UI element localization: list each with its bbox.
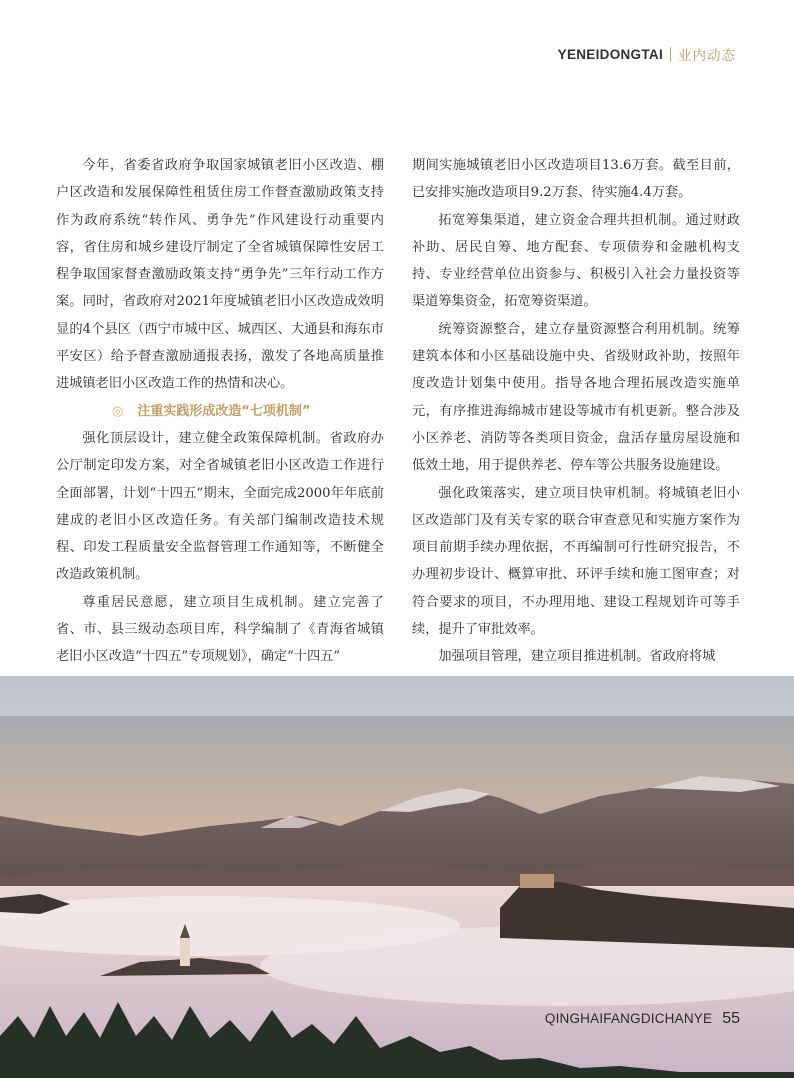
paragraph: 加强项目管理，建立项目推进机制。省政府将城 [438, 649, 716, 665]
page-header [558, 44, 736, 64]
paragraph: 拓宽筹集渠道，建立资金合理共担机制。通过财政补助、居民自筹、地方配套、专项债券和金融机构支持、专业经营单位出资参与、积极引入社会力量投资等渠道筹集资金，拓宽筹资渠道。 [412, 212, 740, 310]
paragraph: 尊重居民意愿，建立项目生成机制。建立完善了省、市、县三级动态项目库，科学编制了《青海省城镇老旧小区改造“十四五”专项规划》，确定“十四五” [56, 594, 384, 665]
header-divider [670, 47, 671, 62]
page-footer [545, 1010, 740, 1028]
paragraph: 统筹资源整合，建立存量资源整合利用机制。统筹建筑本体和小区基础设施中央、省级财政补助，按照年度改造计划集中使用。指导各地合理拓展改造实施单元，有序推进海绵城市建设等城市有机更新。整合涉及小区养老、消防等各类项目资金，盘活存量房屋设施和低效土地，用于提供养老、停车等公共服务设施建设。 [412, 321, 740, 474]
right-column [412, 152, 740, 671]
paragraph-continued: 期间实施城镇老旧小区改造项目13.6万套。截至目前，已安排实施改造项目9.2万套、待实施4.4万套。 [412, 158, 740, 201]
section-title-cn: 业内动态 [678, 48, 736, 63]
subhead-text: 注重实践形成改造“七项机制” [137, 403, 311, 419]
section-subheading [56, 398, 384, 425]
paragraph: 强化顶层设计，建立健全政策保障机制。省政府办公厅制定印发方案，对全省城镇老旧小区改造工作进行全面部署，计划“十四五”期末，全面完成2000年年底前建成的老旧小区改造任务。有关部门编制改造技术规程、印发工程质量安全监督管理工作通知等，不断健全改造政策机制。 [56, 430, 384, 583]
subhead-bullet-icon: ◎ [112, 403, 124, 419]
section-title-en: YENEIDONGTAI [557, 46, 663, 62]
paragraph: 强化政策落实，建立项目快审机制。将城镇老旧小区改造部门及有关专家的联合审查意见和实施方案作为项目前期手续办理依据，不再编制可行性研究报告，不办理初步设计、概算审批、环评手续和施工图审查；对符合要求的项目，不办理用地、建设工程规划许可等手续，提升了审批效率。 [412, 485, 740, 638]
magazine-name: QINGHAIFANGDICHANYE [544, 1011, 713, 1026]
page-number: 55 [722, 1010, 740, 1027]
left-column [56, 152, 384, 671]
paragraph: 今年，省委省政府争取国家城镇老旧小区改造、棚户区改造和发展保障性租赁住房工作督查激励政策支持作为政府系统“转作风、勇争先”作风建设行动重要内容，省住房和城乡建设厅制定了全省城镇保障性安居工程争取国家督查激励政策支持“勇争先”三年行动工作方案。同时，省政府对2021年度城镇老旧小区改造成效明显的4个县区（西宁市城中区、城西区、大通县和海东市平安区）给予督查激励通报表扬，激发了各地高质量推进城镇老旧小区改造工作的热情和决心。 [56, 158, 384, 392]
